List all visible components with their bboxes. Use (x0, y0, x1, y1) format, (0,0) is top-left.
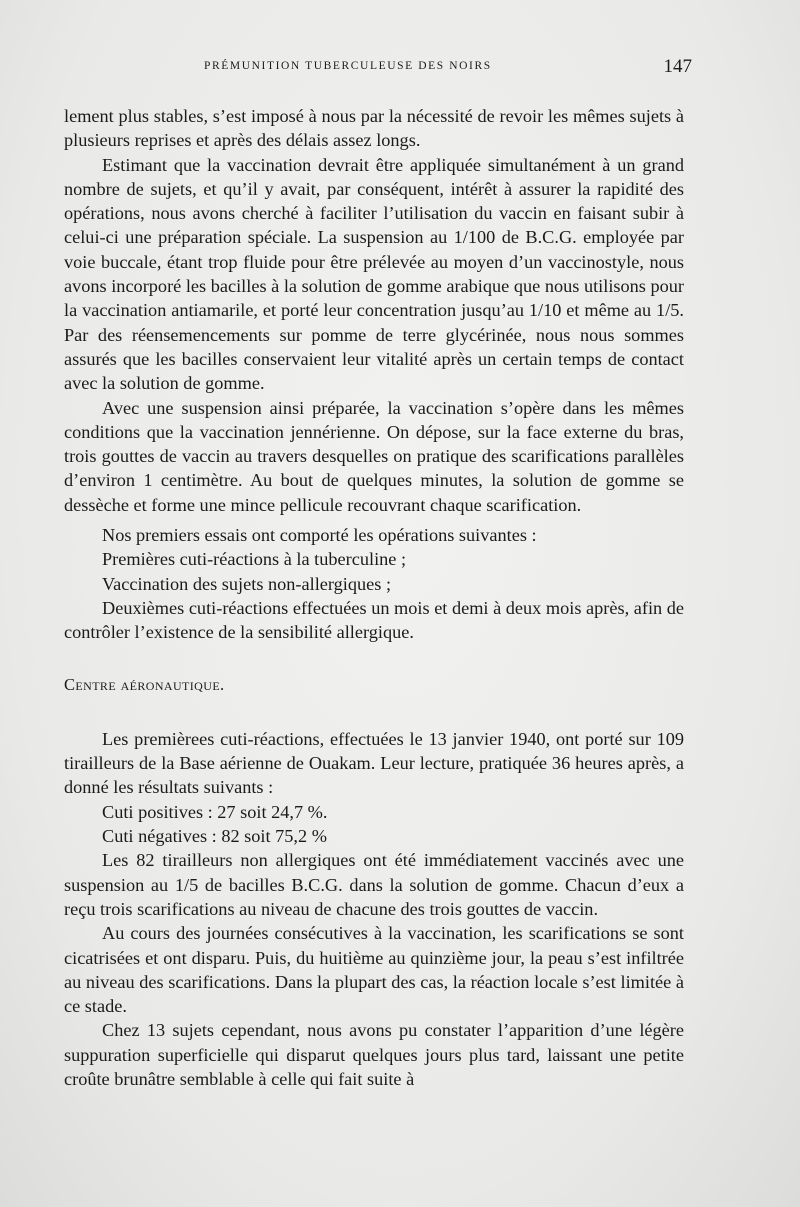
result-negative: Cuti négatives : 82 soit 75,2 % (102, 826, 327, 847)
page-header (64, 56, 692, 80)
operation-item-second-cuti: Deuxièmes cuti-réactions effectuées un mois et demi à deux mois après, afin de contrôler l’existence de la sensibilité allergique. (64, 597, 684, 643)
page-number: 147 (663, 56, 692, 77)
paragraph-vaccine-preparation: Estimant que la vaccination devrait être appliquée simultanément à un grand nombre de sujets, et qu’il y avait, par conséquent, intérêt à assurer la rapidité des opérations, nous avons cherché à faciliter l’utilisation du vaccin en faisant subir à celui-ci une préparation spéciale. La suspension au 1/100 de B.C.G. employée par voie buccale, étant trop fluide pour être prélevée au moyen d’un vaccinostyle, nous avons incorporé les bacilles à la solution de gomme arabique que nous utilisons pour la vaccination antiamarile, et porté leur concentration jusqu’au 1/10 et même au 1/5. Par des réensemencements sur pomme de terre glycérinée, nous nous sommes assurés que les bacilles conservaient leur vitalité après un certain temps de contact avec la solution de gomme. (64, 154, 684, 394)
paragraph-continuation: lement plus stables, s’est imposé à nous par la nécessité de revoir les mêmes sujets à plusieurs reprises et après des délais assez longs. (64, 106, 684, 151)
operation-item-first-cuti: Premières cuti-réactions à la tuberculine ; (102, 549, 407, 570)
operation-item-vaccination: Vaccination des sujets non-allergiques ; (102, 573, 392, 594)
paragraph-local-reaction: Au cours des journées consécutives à la vaccination, les scarifications se sont cicatrisées et ont disparu. Puis, du huitième au quinzième jour, la peau s’est infiltrée au niveau des scarifications. Dans la plupart des cas, la réaction locale s’est limitée à ce stade. (64, 923, 684, 1017)
paragraph-first-reactions: Les premièrees cuti-réactions, effectuées le 13 janvier 1940, ont porté sur 109 tirailleurs de la Base aérienne de Ouakam. Leur lecture, pratiquée 36 heures après, a donné les résultats suivants : (64, 728, 684, 798)
paragraph-suppuration: Chez 13 sujets cependant, nous avons pu constater l’apparition d’une légère suppuration superficielle qui disparut quelques jours plus tard, laissant une petite croûte brunâtre semblable à celle qui fait suite à (64, 1020, 684, 1089)
paragraph-vaccination-method: Avec une suspension ainsi préparée, la vaccination s’opère dans les mêmes conditions que la vaccination jennérienne. On dépose, sur la face externe du bras, trois gouttes de vaccin au travers desquelles on pratique des scarifications parallèles d’environ 1 centimètre. Au bout de quelques minutes, la solution de gomme se dessèche et forme une mince pellicule recouvrant chaque scarification. (64, 397, 684, 515)
result-positive: Cuti positives : 27 soit 24,7 %. (102, 801, 328, 822)
paragraph-operations-intro: Nos premiers essais ont comporté les opérations suivantes : (102, 525, 537, 546)
paragraph-vaccinated-subjects: Les 82 tirailleurs non allergiques ont été immédiatement vaccinés avec une suspension au 1/5 de bacilles B.C.G. dans la solution de gomme. Chacun d’eux a reçu trois scarifications au niveau de chacune des trois gouttes de vaccin. (64, 850, 684, 919)
running-title: PRÉMUNITION TUBERCULEUSE DES NOIRS (204, 60, 492, 72)
body-text (64, 104, 684, 1091)
section-heading: Centre aéronautique. (64, 674, 225, 694)
